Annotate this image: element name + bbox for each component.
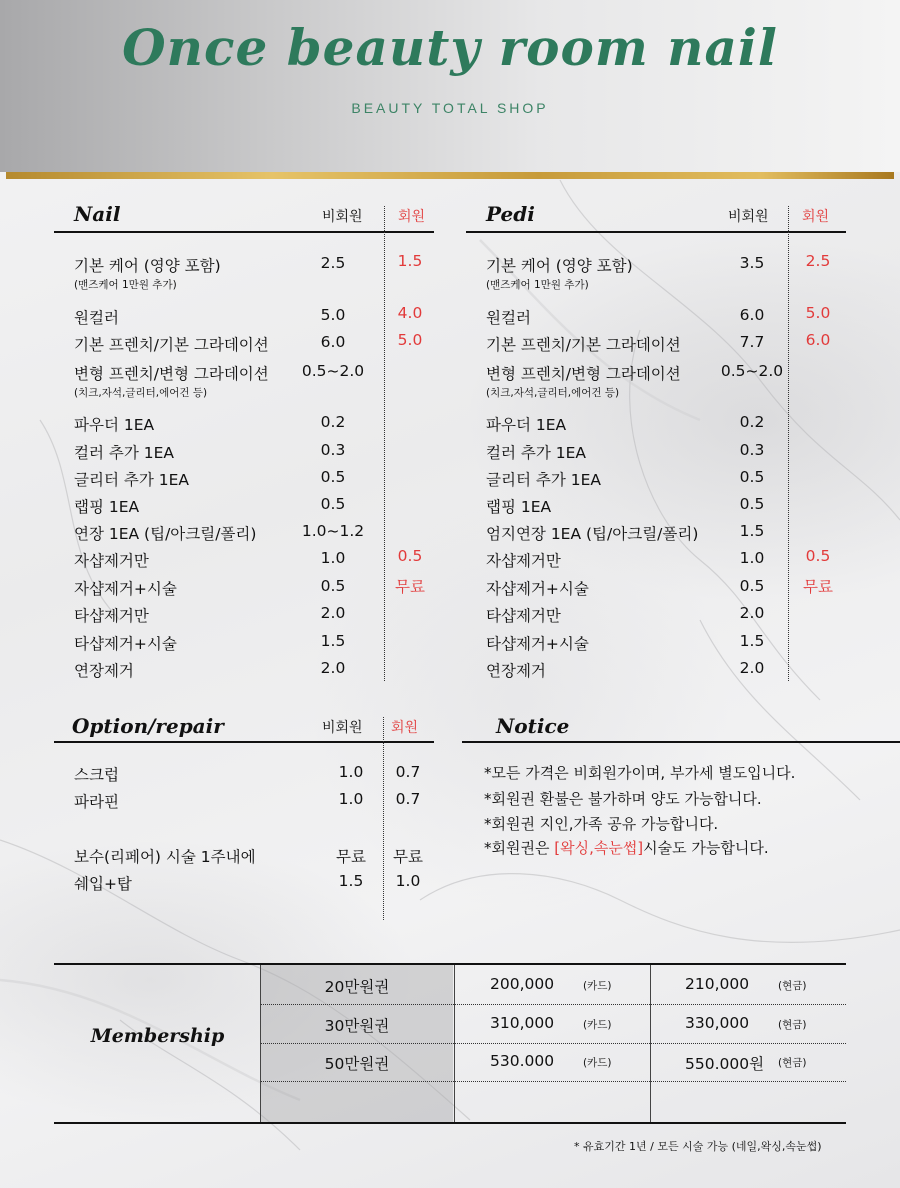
pedi-title: Pedi xyxy=(486,202,535,226)
pedi-item-price: 0.5~2.0 xyxy=(720,362,784,380)
nail-item-name: 연장제거 xyxy=(74,662,134,680)
notice-line: *모든 가격은 비회원가이며, 부가세 별도입니다. xyxy=(484,764,796,782)
membership-tier: 30만원권 xyxy=(324,1017,390,1035)
nail-rule xyxy=(54,231,434,233)
pedi-item-note: (치크,자석,글리터,에어건 등) xyxy=(486,387,620,399)
notice-rule xyxy=(462,741,900,743)
nail-item-member-price: 무료 xyxy=(395,578,425,596)
membership-cash-price: 550.000원 xyxy=(685,1055,765,1073)
nail-item-note: (치크,자석,글리터,에어건 등) xyxy=(74,387,208,399)
option-item-member-price: 0.7 xyxy=(395,790,421,808)
option-item-member-price: 1.0 xyxy=(395,872,421,890)
membership-card-price: 530.000 xyxy=(490,1052,555,1070)
nail-item-member-price: 4.0 xyxy=(397,304,423,322)
nail-item-price: 0.2 xyxy=(320,413,346,431)
membership-cash-tag: (현금) xyxy=(778,1057,807,1069)
nail-item-member-price: 1.5 xyxy=(397,252,423,270)
pedi-item-name: 랩핑 1EA xyxy=(486,498,552,516)
nail-item-price: 1.0~1.2 xyxy=(301,522,365,540)
pedi-item-name: 컬러 추가 1EA xyxy=(486,444,587,462)
pedi-item-price: 7.7 xyxy=(739,333,765,351)
nail-nonmember-header: 비회원 xyxy=(322,209,363,225)
pedi-item-note: (맨즈케어 1만원 추가) xyxy=(486,279,589,291)
option-nonmember-header: 비회원 xyxy=(322,720,363,736)
pedi-item-member-price: 무료 xyxy=(803,578,833,596)
nail-item-price: 0.5 xyxy=(320,468,346,486)
membership-cash-tag: (현금) xyxy=(778,980,807,992)
membership-row-line xyxy=(261,1043,846,1044)
nail-item-name: 기본 케어 (영양 포함) xyxy=(74,257,221,275)
option-item-name: 보수(리페어) 시술 1주내에 xyxy=(74,848,256,866)
option-item-price: 1.0 xyxy=(338,763,364,781)
nail-item-price: 2.5 xyxy=(320,254,346,272)
option-item-name: 쉐입+탑 xyxy=(74,875,132,893)
nail-item-name: 자샵제거만 xyxy=(74,552,149,570)
nail-item-name: 타샵제거+시술 xyxy=(74,635,177,653)
notice-suffix: 시술도 가능합니다. xyxy=(643,839,769,857)
notice-line: *회원권 환불은 불가하며 양도 가능합니다. xyxy=(484,790,762,808)
pedi-item-name: 기본 케어 (영양 포함) xyxy=(486,257,633,275)
membership-top-rule xyxy=(54,963,846,965)
membership-row-line xyxy=(261,1004,846,1005)
option-member-header: 회원 xyxy=(391,720,419,736)
pedi-item-name: 변형 프렌치/변형 그라데이션 xyxy=(486,365,681,383)
membership-cash-price: 210,000 xyxy=(685,975,750,993)
pedi-item-price: 2.0 xyxy=(739,659,765,677)
pedi-item-member-price: 6.0 xyxy=(805,331,831,349)
membership-card-tag: (카드) xyxy=(583,1057,612,1069)
membership-tier: 20만원권 xyxy=(324,978,390,996)
nail-item-price: 2.0 xyxy=(320,659,346,677)
nail-item-name: 타샵제거만 xyxy=(74,607,149,625)
option-item-price: 무료 xyxy=(336,848,366,866)
nail-item-note: (맨즈케어 1만원 추가) xyxy=(74,279,177,291)
pedi-nonmember-header: 비회원 xyxy=(728,209,769,225)
pedi-item-member-price: 0.5 xyxy=(805,547,831,565)
nail-item-name: 랩핑 1EA xyxy=(74,498,140,516)
pedi-item-price: 2.0 xyxy=(739,604,765,622)
pedi-item-name: 자샵제거만 xyxy=(486,552,561,570)
pedi-item-price: 1.5 xyxy=(739,632,765,650)
nail-column-divider xyxy=(384,206,385,681)
pedi-item-price: 3.5 xyxy=(739,254,765,272)
pedi-item-price: 1.5 xyxy=(739,522,765,540)
nail-item-price: 0.5~2.0 xyxy=(301,362,365,380)
nail-member-header: 회원 xyxy=(398,209,426,225)
gold-divider xyxy=(6,172,894,179)
membership-bottom-rule xyxy=(54,1122,846,1124)
nail-item-name: 컬러 추가 1EA xyxy=(74,444,175,462)
nail-item-price: 0.3 xyxy=(320,441,346,459)
pedi-item-price: 1.0 xyxy=(739,549,765,567)
nail-item-name: 글리터 추가 1EA xyxy=(74,471,189,489)
pedi-item-name: 타샵제거만 xyxy=(486,607,561,625)
membership-card-price: 310,000 xyxy=(490,1014,555,1032)
nail-item-name: 원컬러 xyxy=(74,309,119,327)
nail-item-price: 0.5 xyxy=(320,577,346,595)
pedi-item-member-price: 2.5 xyxy=(805,252,831,270)
nail-item-name: 연장 1EA (팁/아크릴/폴리) xyxy=(74,525,257,543)
pedi-item-name: 파우더 1EA xyxy=(486,416,567,434)
notice-line-waxing xyxy=(484,837,769,858)
membership-card-price: 200,000 xyxy=(490,975,555,993)
membership-title: Membership xyxy=(90,1025,225,1047)
nail-item-price: 5.0 xyxy=(320,306,346,324)
nail-item-price: 1.5 xyxy=(320,632,346,650)
nail-item-price: 1.0 xyxy=(320,549,346,567)
notice-highlight: [왁싱,속눈썹] xyxy=(554,839,644,857)
pedi-item-name: 기본 프렌치/기본 그라데이션 xyxy=(486,336,681,354)
option-item-name: 파라핀 xyxy=(74,793,119,811)
pedi-item-price: 0.2 xyxy=(739,413,765,431)
option-item-price: 1.5 xyxy=(338,872,364,890)
nail-item-price: 0.5 xyxy=(320,495,346,513)
nail-item-name: 파우더 1EA xyxy=(74,416,155,434)
option-item-price: 1.0 xyxy=(338,790,364,808)
membership-card-tag: (카드) xyxy=(583,1019,612,1031)
nail-item-member-price: 0.5 xyxy=(397,547,423,565)
nail-item-name: 자샵제거+시술 xyxy=(74,580,177,598)
membership-tier: 50만원권 xyxy=(324,1055,390,1073)
option-rule xyxy=(54,741,434,743)
membership-card-tag: (카드) xyxy=(583,980,612,992)
option-item-member-price: 0.7 xyxy=(395,763,421,781)
pedi-item-name: 원컬러 xyxy=(486,309,531,327)
pedi-item-price: 0.5 xyxy=(739,495,765,513)
pedi-item-name: 자샵제거+시술 xyxy=(486,580,589,598)
notice-prefix: *회원권은 xyxy=(484,839,555,857)
nail-title: Nail xyxy=(74,202,121,226)
option-title: Option/repair xyxy=(72,714,224,738)
brand-title: Once beauty room nail xyxy=(122,18,778,77)
pedi-item-name: 타샵제거+시술 xyxy=(486,635,589,653)
membership-row-line xyxy=(261,1081,846,1082)
pedi-item-price: 0.3 xyxy=(739,441,765,459)
nail-item-price: 6.0 xyxy=(320,333,346,351)
pedi-rule xyxy=(466,231,846,233)
nail-item-member-price: 5.0 xyxy=(397,331,423,349)
nail-item-name: 기본 프렌치/기본 그라데이션 xyxy=(74,336,269,354)
pedi-item-name: 연장제거 xyxy=(486,662,546,680)
pedi-member-header: 회원 xyxy=(802,209,830,225)
notice-title: Notice xyxy=(496,714,570,738)
pedi-item-price: 0.5 xyxy=(739,468,765,486)
option-item-member-price: 무료 xyxy=(393,848,423,866)
membership-cash-price: 330,000 xyxy=(685,1014,750,1032)
brand-subtitle: BEAUTY TOTAL SHOP xyxy=(351,100,549,116)
membership-cash-tag: (현금) xyxy=(778,1019,807,1031)
pedi-item-price: 0.5 xyxy=(739,577,765,595)
membership-footnote: * 유효기간 1년 / 모든 시술 가능 (네일,왁싱,속눈썹) xyxy=(574,1140,822,1153)
option-item-name: 스크럽 xyxy=(74,766,119,784)
pedi-item-member-price: 5.0 xyxy=(805,304,831,322)
pedi-item-price: 6.0 xyxy=(739,306,765,324)
nail-item-name: 변형 프렌치/변형 그라데이션 xyxy=(74,365,269,383)
pedi-item-name: 글리터 추가 1EA xyxy=(486,471,601,489)
notice-line: *회원권 지인,가족 공유 가능합니다. xyxy=(484,815,719,833)
pedi-item-name: 엄지연장 1EA (팁/아크릴/폴리) xyxy=(486,525,699,543)
nail-item-price: 2.0 xyxy=(320,604,346,622)
